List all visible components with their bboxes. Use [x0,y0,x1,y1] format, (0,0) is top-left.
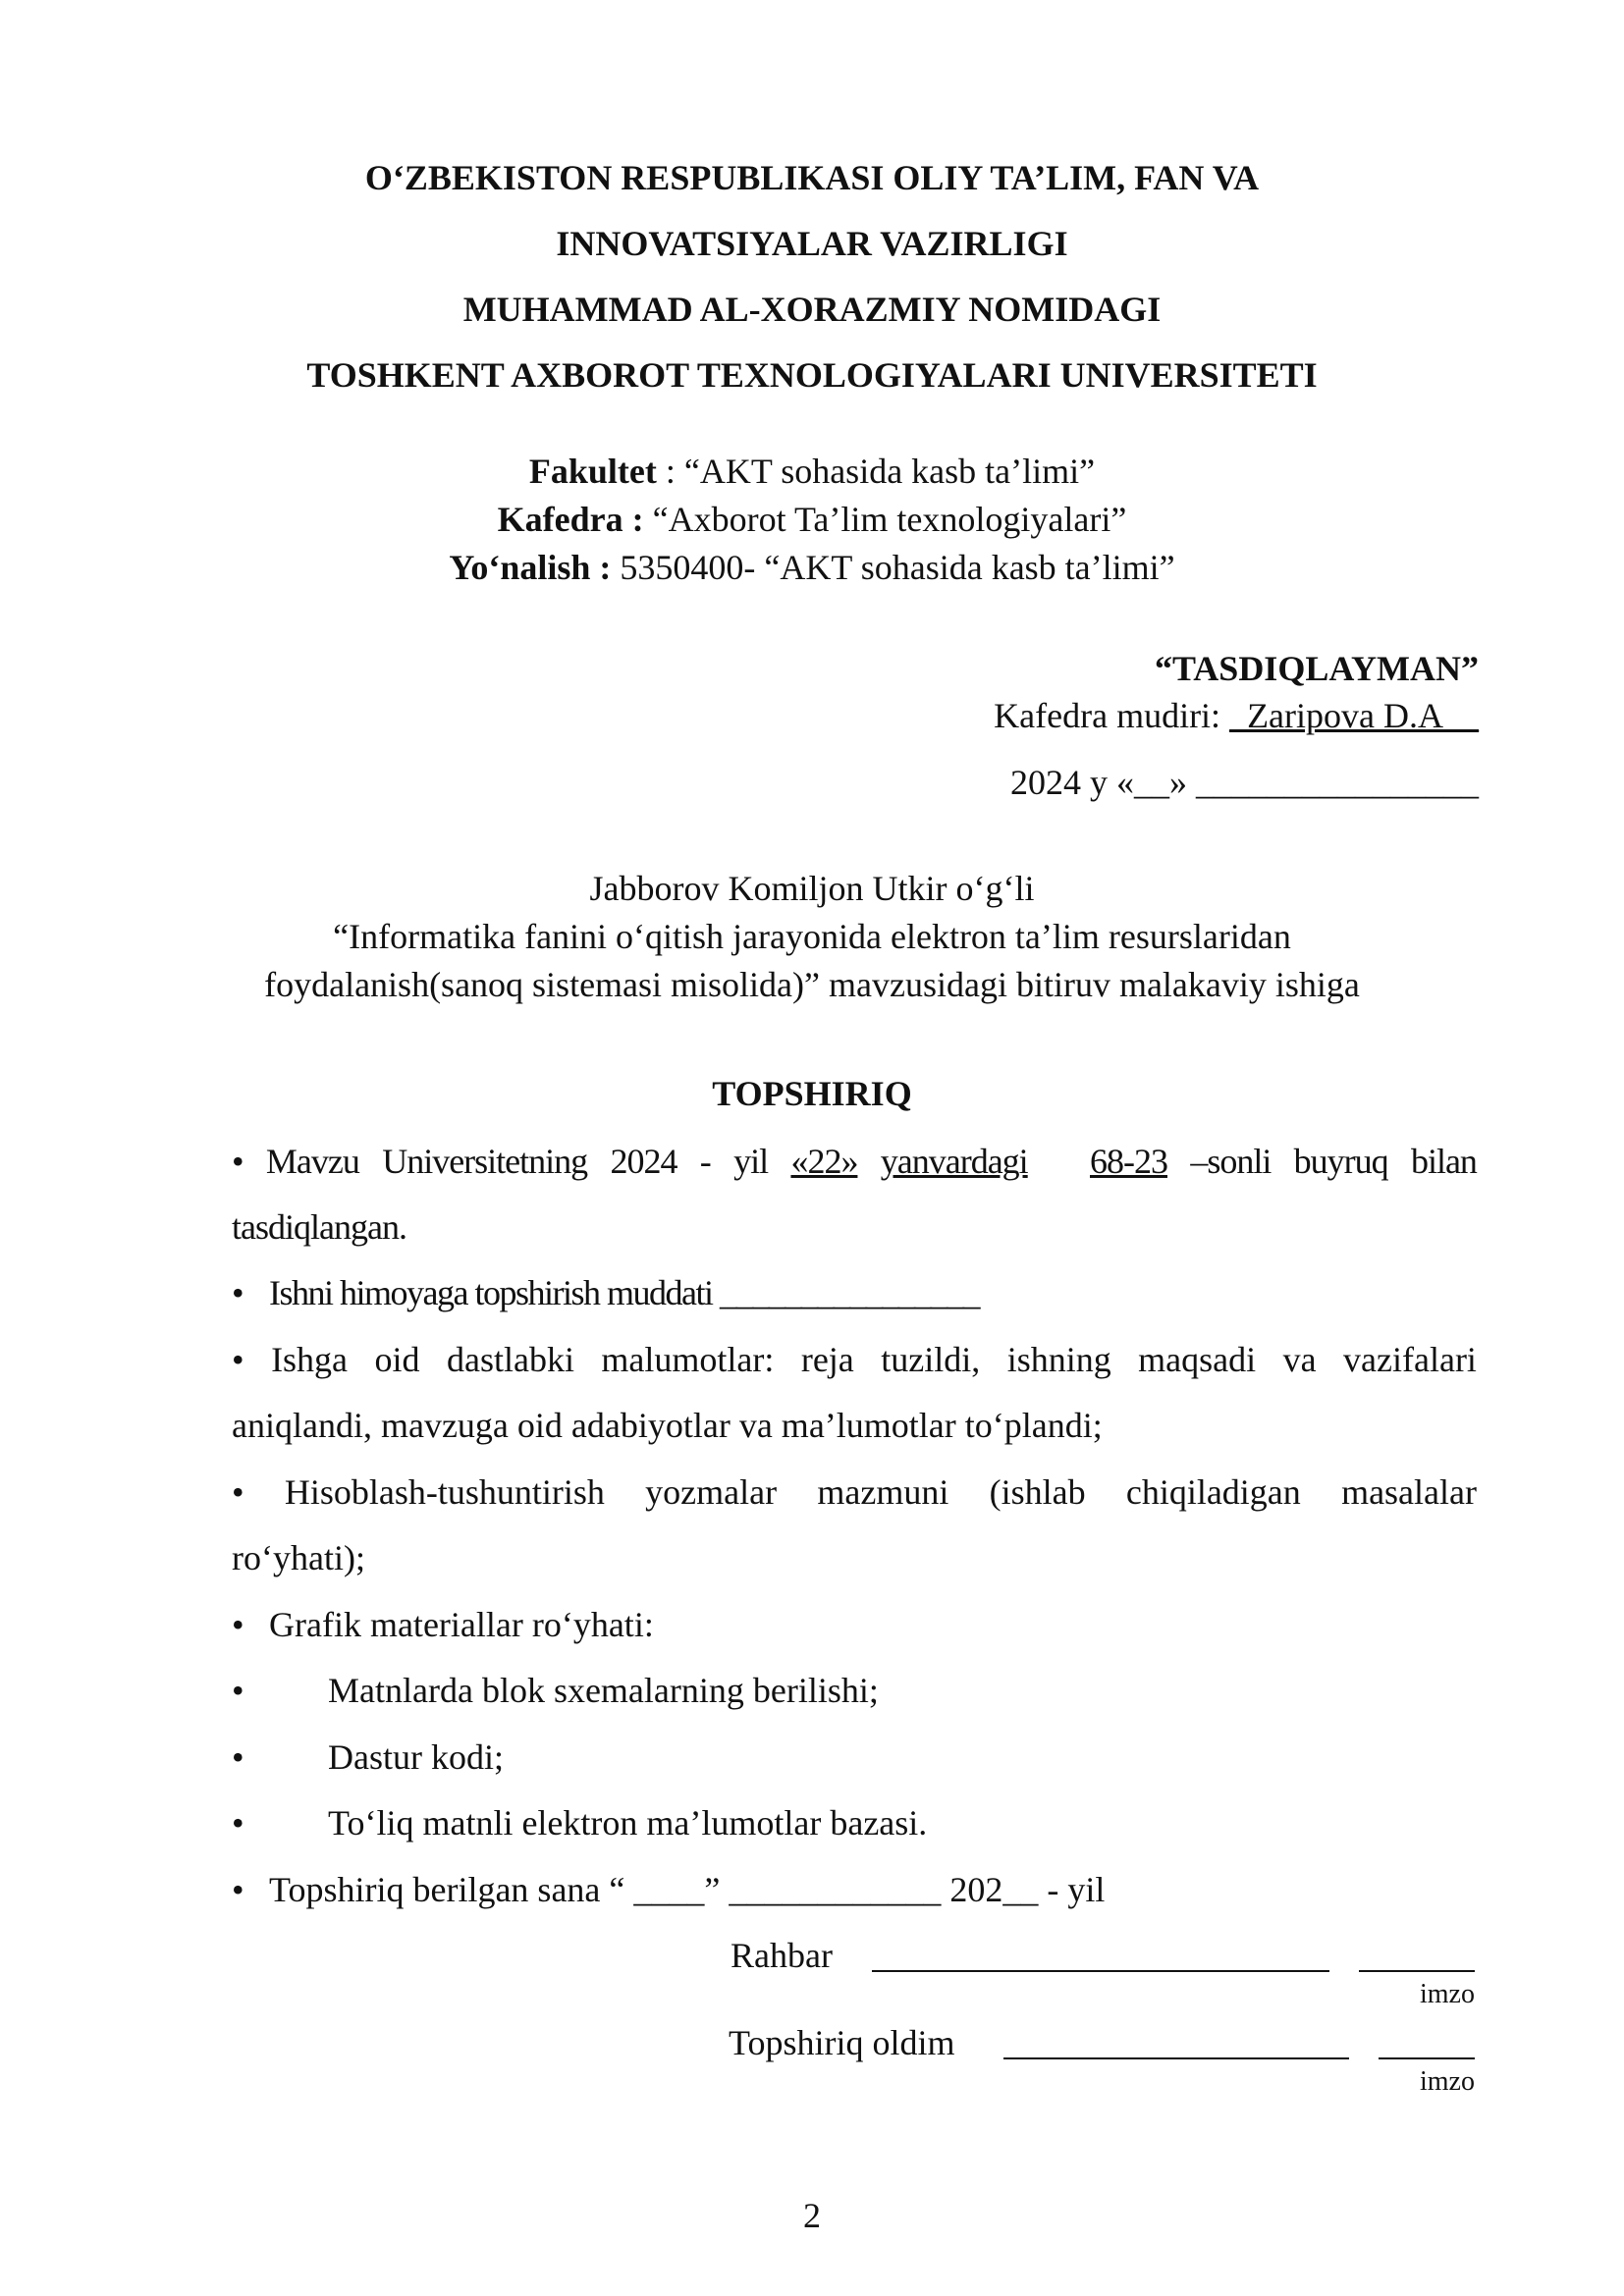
item3-word: va [1282,1340,1317,1379]
ministry-title-line1: O‘ZBEKISTON RESPUBLIKASI OLIY TA’LIM, FAN VA [364,158,1260,197]
approval-date: 2024 y «__» ________________ [1010,763,1479,802]
signature-caption-2: imzo [1420,2066,1475,2097]
bullet: • [232,1340,244,1379]
faculty-label: Fakultet [528,452,657,491]
bullet: • [232,1273,244,1312]
item3-word: ishning [1006,1340,1111,1379]
item3-word: Ishga [271,1340,349,1379]
item1-word: Universitetning [382,1142,588,1181]
student-name-line [1003,2057,1349,2059]
department-head-name: _Zaripova D.A__ [1229,696,1479,735]
task-item-3-cont: aniqlandi, mavzuga oid adabiyotlar va ma’lumotlar to‘plandi; [232,1406,1103,1445]
university-title-line1: MUHAMMAD AL-XORAZMIY NOMIDAGI [462,290,1162,329]
order-number: 68-23 [1090,1142,1167,1181]
task-item-2 [232,1272,1477,1313]
item3-word: maqsadi [1138,1340,1257,1379]
issue-date-text: Topshiriq berilgan sana “ ____” ____________ 202__ - yil [269,1870,1106,1909]
department-head-line [994,695,1479,736]
item4-word: yozmalar [645,1472,778,1512]
item1-word: bilan [1410,1142,1477,1181]
student-name: Jabborov Komiljon Utkir o‘g‘li [589,869,1035,908]
supervisor-label: Rahbar [731,1936,833,1975]
sub-item-3-text: To‘liq matnli elektron ma’lumotlar bazasi. [328,1803,928,1842]
item3-word: reja [800,1340,854,1379]
approval-title: “TASDIQLAYMAN” [1154,649,1479,688]
faculty-value: : “AKT sohasida kasb ta’limi” [656,452,1096,491]
task-item-1 [232,1141,1477,1182]
item1-word: Mavzu [265,1142,359,1181]
bullet: • [232,1870,244,1909]
item4-word: mazmuni [817,1472,949,1512]
bullet: • [232,1142,244,1181]
bullet: • [232,1671,244,1710]
order-month: yanvardagi [880,1142,1028,1181]
department-head-label: Kafedra mudiri: [994,696,1230,735]
student-signature-line [1379,2057,1475,2059]
ministry-title-line2: INNOVATSIYALAR VAZIRLIGI [556,224,1068,263]
task-item-3 [232,1339,1477,1380]
item4-word: chiqiladigan [1125,1472,1301,1512]
direction-line [0,547,1624,588]
sub-item-2-text: Dastur kodi; [328,1737,504,1777]
item4-word: masalalar [1341,1472,1477,1512]
item1-word: - [699,1142,711,1181]
item3-word: tuzildi, [881,1340,981,1379]
task-item-1-cont: tasdiqlangan. [232,1207,406,1247]
item4-word: (ishlab [989,1472,1086,1512]
item1-word: buyruq [1293,1142,1388,1181]
order-day: «22» [790,1142,858,1181]
direction-value: 5350400- “AKT sohasida kasb ta’limi” [611,548,1175,587]
supervisor-name-line [872,1970,1329,1972]
item1-word: 2024 [610,1142,677,1181]
supervisor-signature-line [1359,1970,1475,1972]
bullet: • [232,1472,244,1512]
item3-word: dastlabki [446,1340,574,1379]
item3-word: malumotlar: [601,1340,775,1379]
task-received-label: Topshiriq oldim [729,2023,955,2062]
bullet: • [232,1803,244,1842]
page-number: 2 [803,2196,821,2235]
bullet: • [232,1737,244,1777]
task-item-6 [232,1869,1477,1910]
university-title-line2: TOSHKENT AXBOROT TEXNOLOGIYALARI UNIVERSITETI [306,355,1318,395]
item3-word: vazifalari [1343,1340,1477,1379]
direction-label: Yo‘nalish : [449,548,612,587]
task-item-4 [232,1471,1477,1513]
department-line [0,499,1624,540]
faculty-line [0,451,1624,492]
signature-caption-1: imzo [1420,1979,1475,2009]
thesis-topic-line1: “Informatika fanini o‘qitish jarayonida elektron ta’lim resurslaridan [333,917,1291,956]
task-item-5 [232,1604,1477,1645]
graphic-materials-text: Grafik materiallar ro‘yhati: [269,1605,654,1644]
item1-word: yil [733,1142,769,1181]
task-title: TOPSHIRIQ [712,1074,912,1113]
sub-item-1-text: Matnlarda blok sxemalarning berilishi; [328,1671,879,1710]
department-label: Kafedra : [497,500,644,539]
item4-word: Hisoblash-tushuntirish [284,1472,605,1512]
item3-word: oid [374,1340,420,1379]
bullet: • [232,1605,244,1644]
department-value: “Axborot Ta’lim texnologiyalari” [643,500,1127,539]
task-item-4-cont: ro‘yhati); [232,1538,365,1577]
defense-deadline-text: Ishni himoyaga topshirish muddati ________________ [269,1273,979,1312]
thesis-topic-line2: foydalanish(sanoq sistemasi misolida)” mavzusidagi bitiruv malakaviy ishiga [264,965,1360,1004]
item1-word: –sonli [1190,1142,1272,1181]
